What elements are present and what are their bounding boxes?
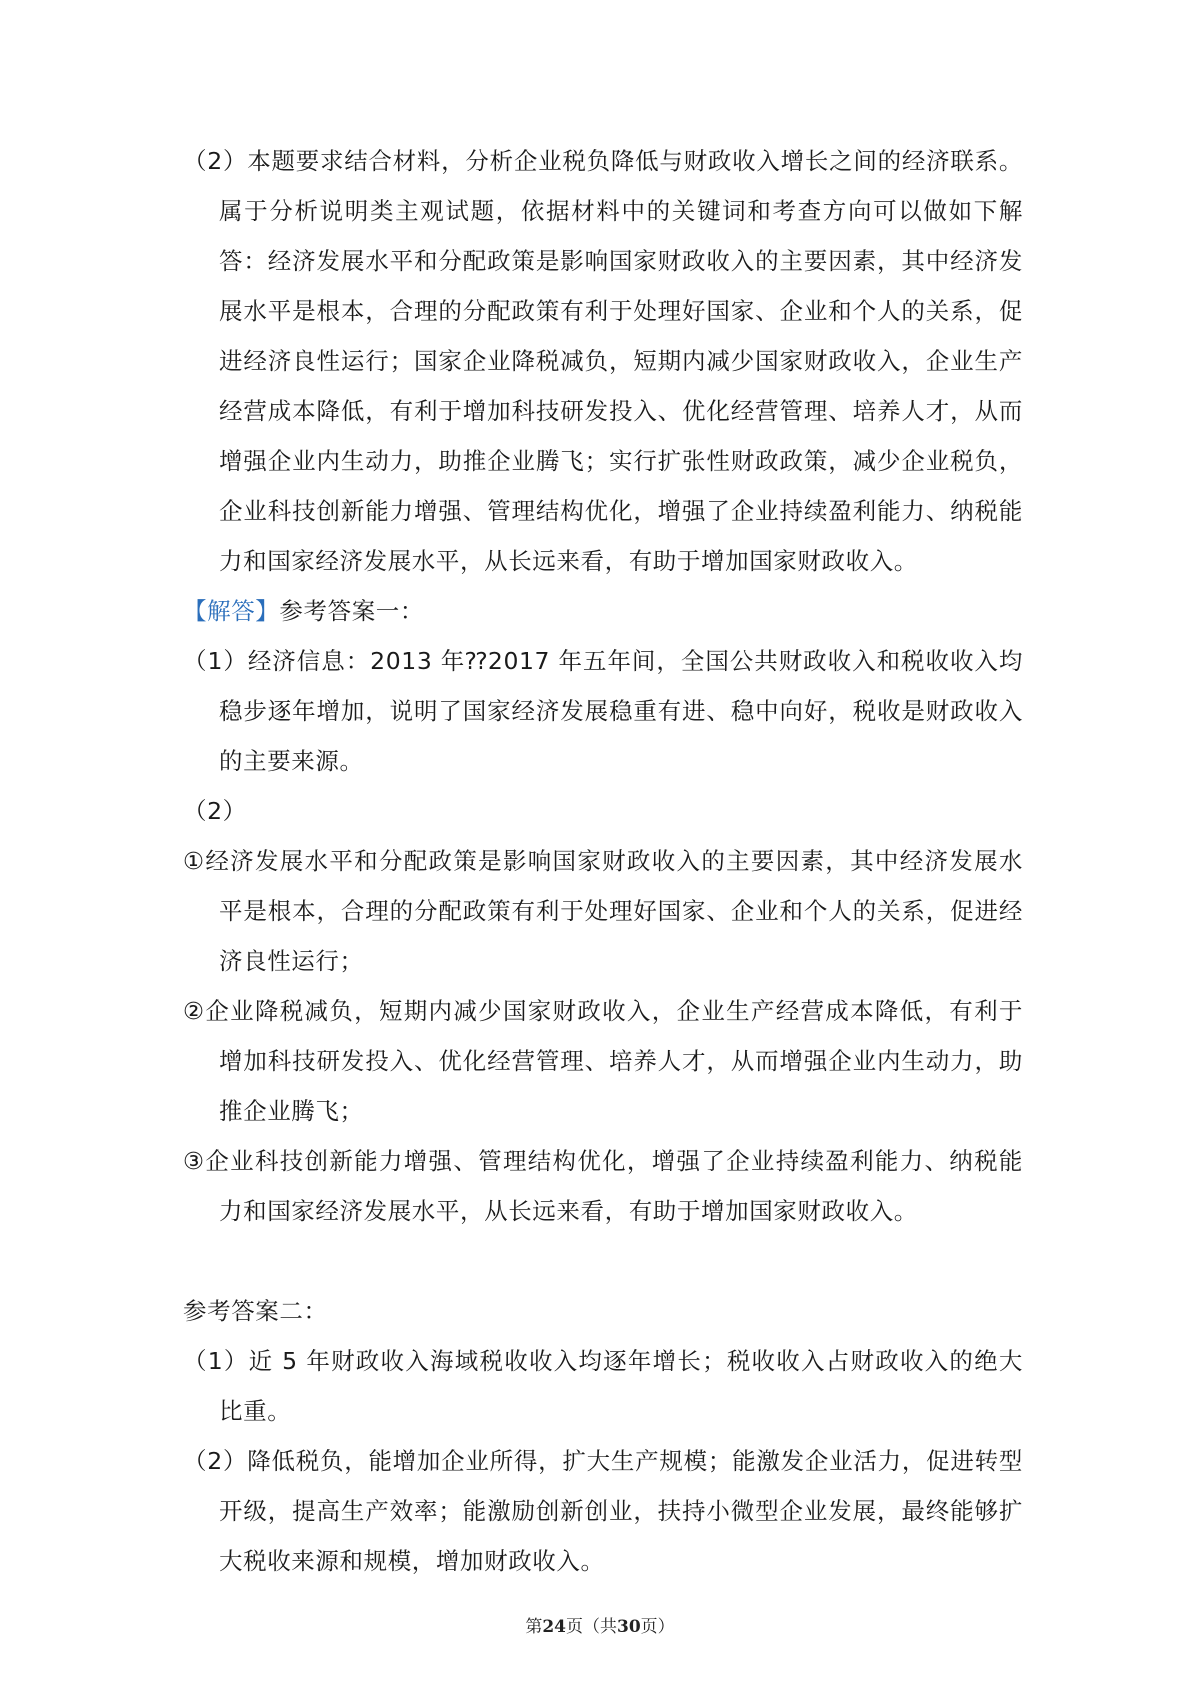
- footer-current-page: 24: [542, 1617, 566, 1637]
- answer-one-title: 参考答案一：: [279, 597, 425, 625]
- footer-suffix: 页）: [640, 1617, 675, 1637]
- answer-one-point-2: ②企业降税减负，短期内减少国家财政收入，企业生产经营成本降低，有利于增加科技研发投入、优化经营管理、培养人才，从而增强企业内生动力，助推企业腾飞；: [183, 997, 1023, 1125]
- answer-two-item-1: （1）近 5 年财政收入海域税收收入均逐年增长；税收收入占财政收入的绝大比重。: [183, 1347, 1023, 1425]
- footer-total-pages: 30: [617, 1617, 641, 1637]
- answer-one-point-3: ③企业科技创新能力增强、管理结构优化，增强了企业持续盈利能力、纳税能力和国家经济发展水平，从长远来看，有助于增加国家财政收入。: [183, 1147, 1023, 1225]
- answer-one-point-1: ①经济发展水平和分配政策是影响国家财政收入的主要因素，其中经济发展水平是根本，合理的分配政策有利于处理好国家、企业和个人的关系，促进经济良性运行；: [183, 847, 1023, 975]
- footer-prefix: 第: [525, 1617, 543, 1637]
- footer-middle: 页（共: [566, 1617, 617, 1637]
- analysis-paragraph-2: （2）本题要求结合材料，分析企业税负降低与财政收入增长之间的经济联系。属于分析说明类主观试题，依据材料中的关键词和考查方向可以做如下解答：经济发展水平和分配政策是影响国家财政收入的主要因素，其中经济发展水平是根本，合理的分配政策有利于处理好国家、企业和个人的关系，促进经济良性运行；国家企业降税减负，短期内减少国家财政收入，企业生产经营成本降低，有利于增加科技研发投入、优化经营管理、培养人才，从而增强企业内生动力，助推企业腾飞；实行扩张性财政政策，减少企业税负，企业科技创新能力增强、管理结构优化，增强了企业持续盈利能力、纳税能力和国家经济发展水平，从长远来看，有助于增加国家财政收入。: [183, 147, 1023, 575]
- answer-tag: 【解答】: [183, 597, 280, 625]
- page-content: [183, 136, 1023, 1586]
- answer-two-title: 参考答案二：: [183, 1297, 328, 1325]
- answer-two-item-2: （2）降低税负，能增加企业所得，扩大生产规模；能激发企业活力，促进转型开级，提高生产效率；能激励创新创业，扶持小微型企业发展，最终能够扩大税收来源和规模，增加财政收入。: [183, 1447, 1023, 1575]
- answer-one-item-2-label: （2）: [183, 797, 247, 825]
- answer-one-item-1: （1）经济信息：2013 年⁇2017 年五年间，全国公共财政收入和税收收入均稳步逐年增加，说明了国家经济发展稳重有进、稳中向好，税收是财政收入的主要来源。: [183, 647, 1023, 775]
- section-gap: [183, 1236, 1023, 1286]
- page-footer: [0, 1612, 1200, 1637]
- answer-heading: [183, 586, 1023, 636]
